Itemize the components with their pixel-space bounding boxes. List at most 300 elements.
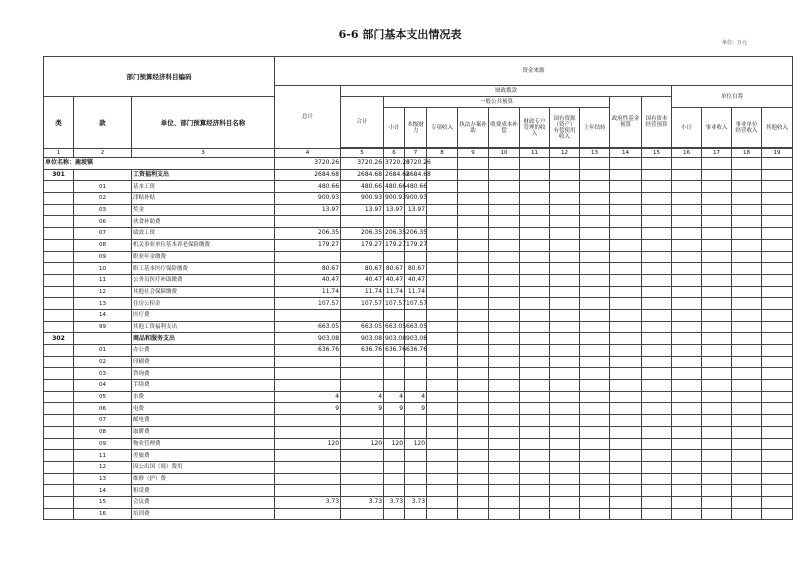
empty-cell [550,321,580,333]
table-row [44,356,793,368]
empty-cell [458,204,489,216]
header-kuan: 款 [74,97,132,149]
current-year-cell [405,415,427,427]
item-name-cell: 基本工资 [132,181,275,193]
empty-cell [672,496,702,508]
empty-cell [642,321,672,333]
table-row [44,204,793,216]
empty-cell [427,204,458,216]
fiscal-subtotal-cell: 4 [341,391,384,403]
empty-cell [550,356,580,368]
column-number: 5 [341,149,384,158]
empty-cell [580,368,610,380]
lei-cell [44,204,74,216]
empty-cell [732,216,762,228]
header-prior-balance: 上年结转 [580,108,610,148]
empty-cell [520,508,550,520]
table-row [44,333,793,345]
lei-cell [44,426,74,438]
empty-cell [702,169,732,181]
empty-cell [762,403,793,415]
empty-cell [427,450,458,462]
empty-cell [520,321,550,333]
fiscal-subtotal-cell: 120 [341,438,384,450]
item-name-cell: 差旅费 [132,450,275,462]
kuan-cell: 02 [74,356,132,368]
general-subtotal-cell: 3.73 [384,496,405,508]
lei-cell [44,181,74,193]
empty-cell [580,485,610,497]
lei-cell [44,380,74,392]
empty-cell [762,368,793,380]
empty-cell [610,473,642,485]
empty-cell [489,321,520,333]
column-number: 8 [427,149,458,158]
lei-cell [44,438,74,450]
item-name-cell: 维修（护）费 [132,473,275,485]
empty-cell [702,450,732,462]
header-current-year: 本级财力 [405,108,427,148]
empty-cell [427,473,458,485]
total-cell: 3720.26 [275,158,341,170]
general-subtotal-cell: 120 [384,438,405,450]
empty-cell [550,309,580,321]
lei-cell [44,239,74,251]
empty-cell [458,450,489,462]
empty-cell [732,450,762,462]
lei-cell [44,356,74,368]
empty-cell [489,461,520,473]
empty-cell [732,426,762,438]
current-year-cell [405,461,427,473]
empty-cell [427,438,458,450]
empty-cell [580,298,610,310]
empty-cell [702,485,732,497]
empty-cell [610,158,642,170]
fiscal-subtotal-cell [341,485,384,497]
empty-cell [610,391,642,403]
empty-cell [427,298,458,310]
empty-cell [672,286,702,298]
header-code: 部门预算经济科目编码 [44,57,275,97]
empty-cell [762,193,793,205]
fiscal-subtotal-cell [341,461,384,473]
empty-cell [458,333,489,345]
lei-cell [44,193,74,205]
empty-cell [732,438,762,450]
kuan-cell: 15 [74,496,132,508]
empty-cell [427,263,458,275]
empty-cell [642,508,672,520]
empty-cell [610,309,642,321]
empty-cell [550,169,580,181]
general-subtotal-cell [384,251,405,263]
empty-cell [610,438,642,450]
empty-cell [672,380,702,392]
item-name-cell: 医疗费 [132,309,275,321]
empty-cell [762,508,793,520]
table-row [44,309,793,321]
fiscal-subtotal-cell [341,450,384,462]
header-general-subtotal: 小计 [384,108,405,148]
empty-cell [642,181,672,193]
empty-cell [489,216,520,228]
total-cell: 11.74 [275,286,341,298]
empty-cell [489,485,520,497]
empty-cell [489,368,520,380]
table-row [44,286,793,298]
empty-cell [580,415,610,427]
empty-cell [580,263,610,275]
empty-cell [520,438,550,450]
general-subtotal-cell: 2684.68 [384,169,405,181]
current-year-cell [405,485,427,497]
table-row [44,496,793,508]
empty-cell [610,216,642,228]
empty-cell [702,158,732,170]
empty-cell [489,251,520,263]
empty-cell [458,181,489,193]
kuan-cell: 08 [74,239,132,251]
empty-cell [672,333,702,345]
current-year-cell: 3.73 [405,496,427,508]
empty-cell [672,263,702,275]
empty-cell [732,356,762,368]
fiscal-subtotal-cell: 40.47 [341,274,384,286]
empty-cell [702,333,732,345]
empty-cell [672,298,702,310]
empty-cell [489,426,520,438]
table-row [44,391,793,403]
kuan-cell: 14 [74,485,132,497]
total-cell: 636.76 [275,345,341,357]
empty-cell [732,228,762,240]
empty-cell [642,228,672,240]
empty-cell [458,158,489,170]
empty-cell [427,228,458,240]
empty-cell [610,368,642,380]
empty-cell [458,473,489,485]
empty-cell [550,286,580,298]
table-row [44,169,793,181]
item-name-cell: 职业年金缴费 [132,251,275,263]
empty-cell [610,228,642,240]
empty-cell [458,169,489,181]
table-row [44,274,793,286]
kuan-cell: 12 [74,286,132,298]
empty-cell [702,380,732,392]
empty-cell [642,193,672,205]
empty-cell [642,426,672,438]
general-subtotal-cell: 179.27 [384,239,405,251]
empty-cell [642,298,672,310]
empty-cell [550,228,580,240]
empty-cell [762,158,793,170]
empty-cell [489,496,520,508]
column-number: 15 [642,149,672,158]
empty-cell [550,216,580,228]
empty-cell [520,169,550,181]
empty-cell [610,508,642,520]
table-row [44,193,793,205]
empty-cell [580,450,610,462]
column-number: 1 [44,149,74,158]
empty-cell [732,508,762,520]
empty-cell [732,485,762,497]
item-name-cell: 绩效工资 [132,228,275,240]
fiscal-subtotal-cell: 663.05 [341,321,384,333]
empty-cell [520,204,550,216]
kuan-cell: 08 [74,426,132,438]
fiscal-subtotal-cell [341,309,384,321]
header-general-budget: 一般公共预算 [384,97,610,108]
empty-cell [762,426,793,438]
table-row [44,403,793,415]
fiscal-subtotal-cell [341,426,384,438]
kuan-cell: 07 [74,415,132,427]
empty-cell [672,181,702,193]
lei-cell [44,345,74,357]
empty-cell [642,473,672,485]
empty-cell [580,345,610,357]
empty-cell [427,286,458,298]
total-cell [275,485,341,497]
total-cell [275,368,341,380]
header-business-income: 事业收入 [702,108,732,148]
empty-cell [702,251,732,263]
empty-cell [520,415,550,427]
empty-cell [520,298,550,310]
empty-cell [458,228,489,240]
empty-cell [520,216,550,228]
empty-cell [702,228,732,240]
item-name-cell: 商品和服务支出 [132,333,275,345]
empty-cell [580,181,610,193]
empty-cell [427,274,458,286]
empty-cell [489,356,520,368]
empty-cell [458,251,489,263]
item-name-cell: 奖金 [132,204,275,216]
empty-cell [702,345,732,357]
empty-cell [458,391,489,403]
unit-name-cell: 单位名称：鹿坡镇 [44,158,275,170]
table-row [44,426,793,438]
empty-cell [610,298,642,310]
kuan-cell: 06 [74,216,132,228]
empty-cell [672,508,702,520]
empty-cell [427,239,458,251]
lei-cell [44,391,74,403]
empty-cell [610,450,642,462]
empty-cell [580,473,610,485]
lei-cell [44,309,74,321]
empty-cell [458,461,489,473]
empty-cell [642,263,672,275]
empty-cell [762,228,793,240]
empty-cell [762,263,793,275]
empty-cell [580,286,610,298]
empty-cell [672,204,702,216]
empty-cell [732,415,762,427]
empty-cell [672,368,702,380]
header-fee-compensation: 收费成本补偿 [489,108,520,148]
empty-cell [458,216,489,228]
current-year-cell: 636.76 [405,345,427,357]
empty-cell [610,485,642,497]
total-cell [275,461,341,473]
empty-cell [732,321,762,333]
current-year-cell: 480.66 [405,181,427,193]
item-name-cell: 伙食补助费 [132,216,275,228]
lei-cell [44,228,74,240]
empty-cell [642,204,672,216]
empty-cell [489,438,520,450]
empty-cell [732,368,762,380]
table-row [44,181,793,193]
header-law-enforcement: 执法办案补助 [458,108,489,148]
empty-cell [550,298,580,310]
empty-cell [702,391,732,403]
empty-cell [458,426,489,438]
current-year-cell: 179.27 [405,239,427,251]
empty-cell [580,403,610,415]
empty-cell [489,181,520,193]
kuan-cell: 02 [74,193,132,205]
empty-cell [642,391,672,403]
current-year-cell [405,380,427,392]
total-cell: 179.27 [275,239,341,251]
empty-cell [762,438,793,450]
empty-cell [762,380,793,392]
fiscal-subtotal-cell: 480.66 [341,181,384,193]
lei-cell [44,298,74,310]
empty-cell [520,309,550,321]
empty-cell [732,345,762,357]
empty-cell [580,356,610,368]
empty-cell [520,274,550,286]
empty-cell [580,204,610,216]
table-row [44,415,793,427]
unit-label: 单位：万元 [722,40,748,46]
empty-cell [610,356,642,368]
lei-cell [44,216,74,228]
header-state-assets: 国有资源（资产）有偿使用收入 [550,108,580,148]
general-subtotal-cell [384,450,405,462]
empty-cell [762,415,793,427]
kuan-cell: 10 [74,263,132,275]
fiscal-subtotal-cell: 80.67 [341,263,384,275]
empty-cell [427,496,458,508]
empty-cell [610,496,642,508]
empty-cell [458,263,489,275]
fiscal-subtotal-cell: 3720.26 [341,158,384,170]
kuan-cell: 03 [74,368,132,380]
current-year-cell [405,508,427,520]
empty-cell [732,181,762,193]
empty-cell [550,345,580,357]
header-self-raised: 单位自筹 [672,86,793,108]
total-cell: 206.35 [275,228,341,240]
empty-cell [458,321,489,333]
table-row [44,508,793,520]
current-year-cell [405,368,427,380]
empty-cell [550,403,580,415]
empty-cell [642,251,672,263]
column-number: 14 [610,149,642,158]
empty-cell [642,158,672,170]
empty-cell [520,263,550,275]
empty-cell [732,309,762,321]
empty-cell [550,274,580,286]
fiscal-subtotal-cell [341,508,384,520]
empty-cell [642,356,672,368]
total-cell [275,380,341,392]
empty-cell [672,356,702,368]
current-year-cell [405,450,427,462]
empty-cell [489,508,520,520]
empty-cell [702,426,732,438]
empty-cell [642,169,672,181]
empty-cell [732,274,762,286]
table-row [44,239,793,251]
item-name-cell: 因公出国（境）费用 [132,461,275,473]
column-number: 18 [732,149,762,158]
empty-cell [489,391,520,403]
header-gov-fund: 政府性基金预算 [610,97,642,148]
kuan-cell: 03 [74,204,132,216]
empty-cell [762,286,793,298]
empty-cell [732,473,762,485]
empty-cell [458,298,489,310]
kuan-cell: 14 [74,309,132,321]
lei-cell [44,286,74,298]
empty-cell [427,356,458,368]
general-subtotal-cell: 4 [384,391,405,403]
empty-cell [672,345,702,357]
lei-cell [44,461,74,473]
header-operation-income: 事业单位经营收入 [732,108,762,148]
column-number: 6 [384,149,405,158]
empty-cell [732,193,762,205]
empty-cell [672,403,702,415]
total-cell: 4 [275,391,341,403]
empty-cell [610,193,642,205]
empty-cell [580,251,610,263]
current-year-cell: 206.35 [405,228,427,240]
current-year-cell: 900.93 [405,193,427,205]
lei-cell [44,496,74,508]
empty-cell [642,450,672,462]
empty-cell [580,426,610,438]
table-row [44,473,793,485]
kuan-cell: 05 [74,391,132,403]
empty-cell [610,415,642,427]
empty-cell [520,193,550,205]
empty-cell [427,426,458,438]
general-subtotal-cell: 11.74 [384,286,405,298]
empty-cell [427,485,458,497]
empty-cell [642,274,672,286]
empty-cell [489,286,520,298]
total-cell [275,309,341,321]
empty-cell [427,216,458,228]
total-cell [275,473,341,485]
fiscal-subtotal-cell: 900.93 [341,193,384,205]
empty-cell [702,204,732,216]
empty-cell [489,158,520,170]
kuan-cell: 13 [74,473,132,485]
lei-cell: 301 [44,169,74,181]
